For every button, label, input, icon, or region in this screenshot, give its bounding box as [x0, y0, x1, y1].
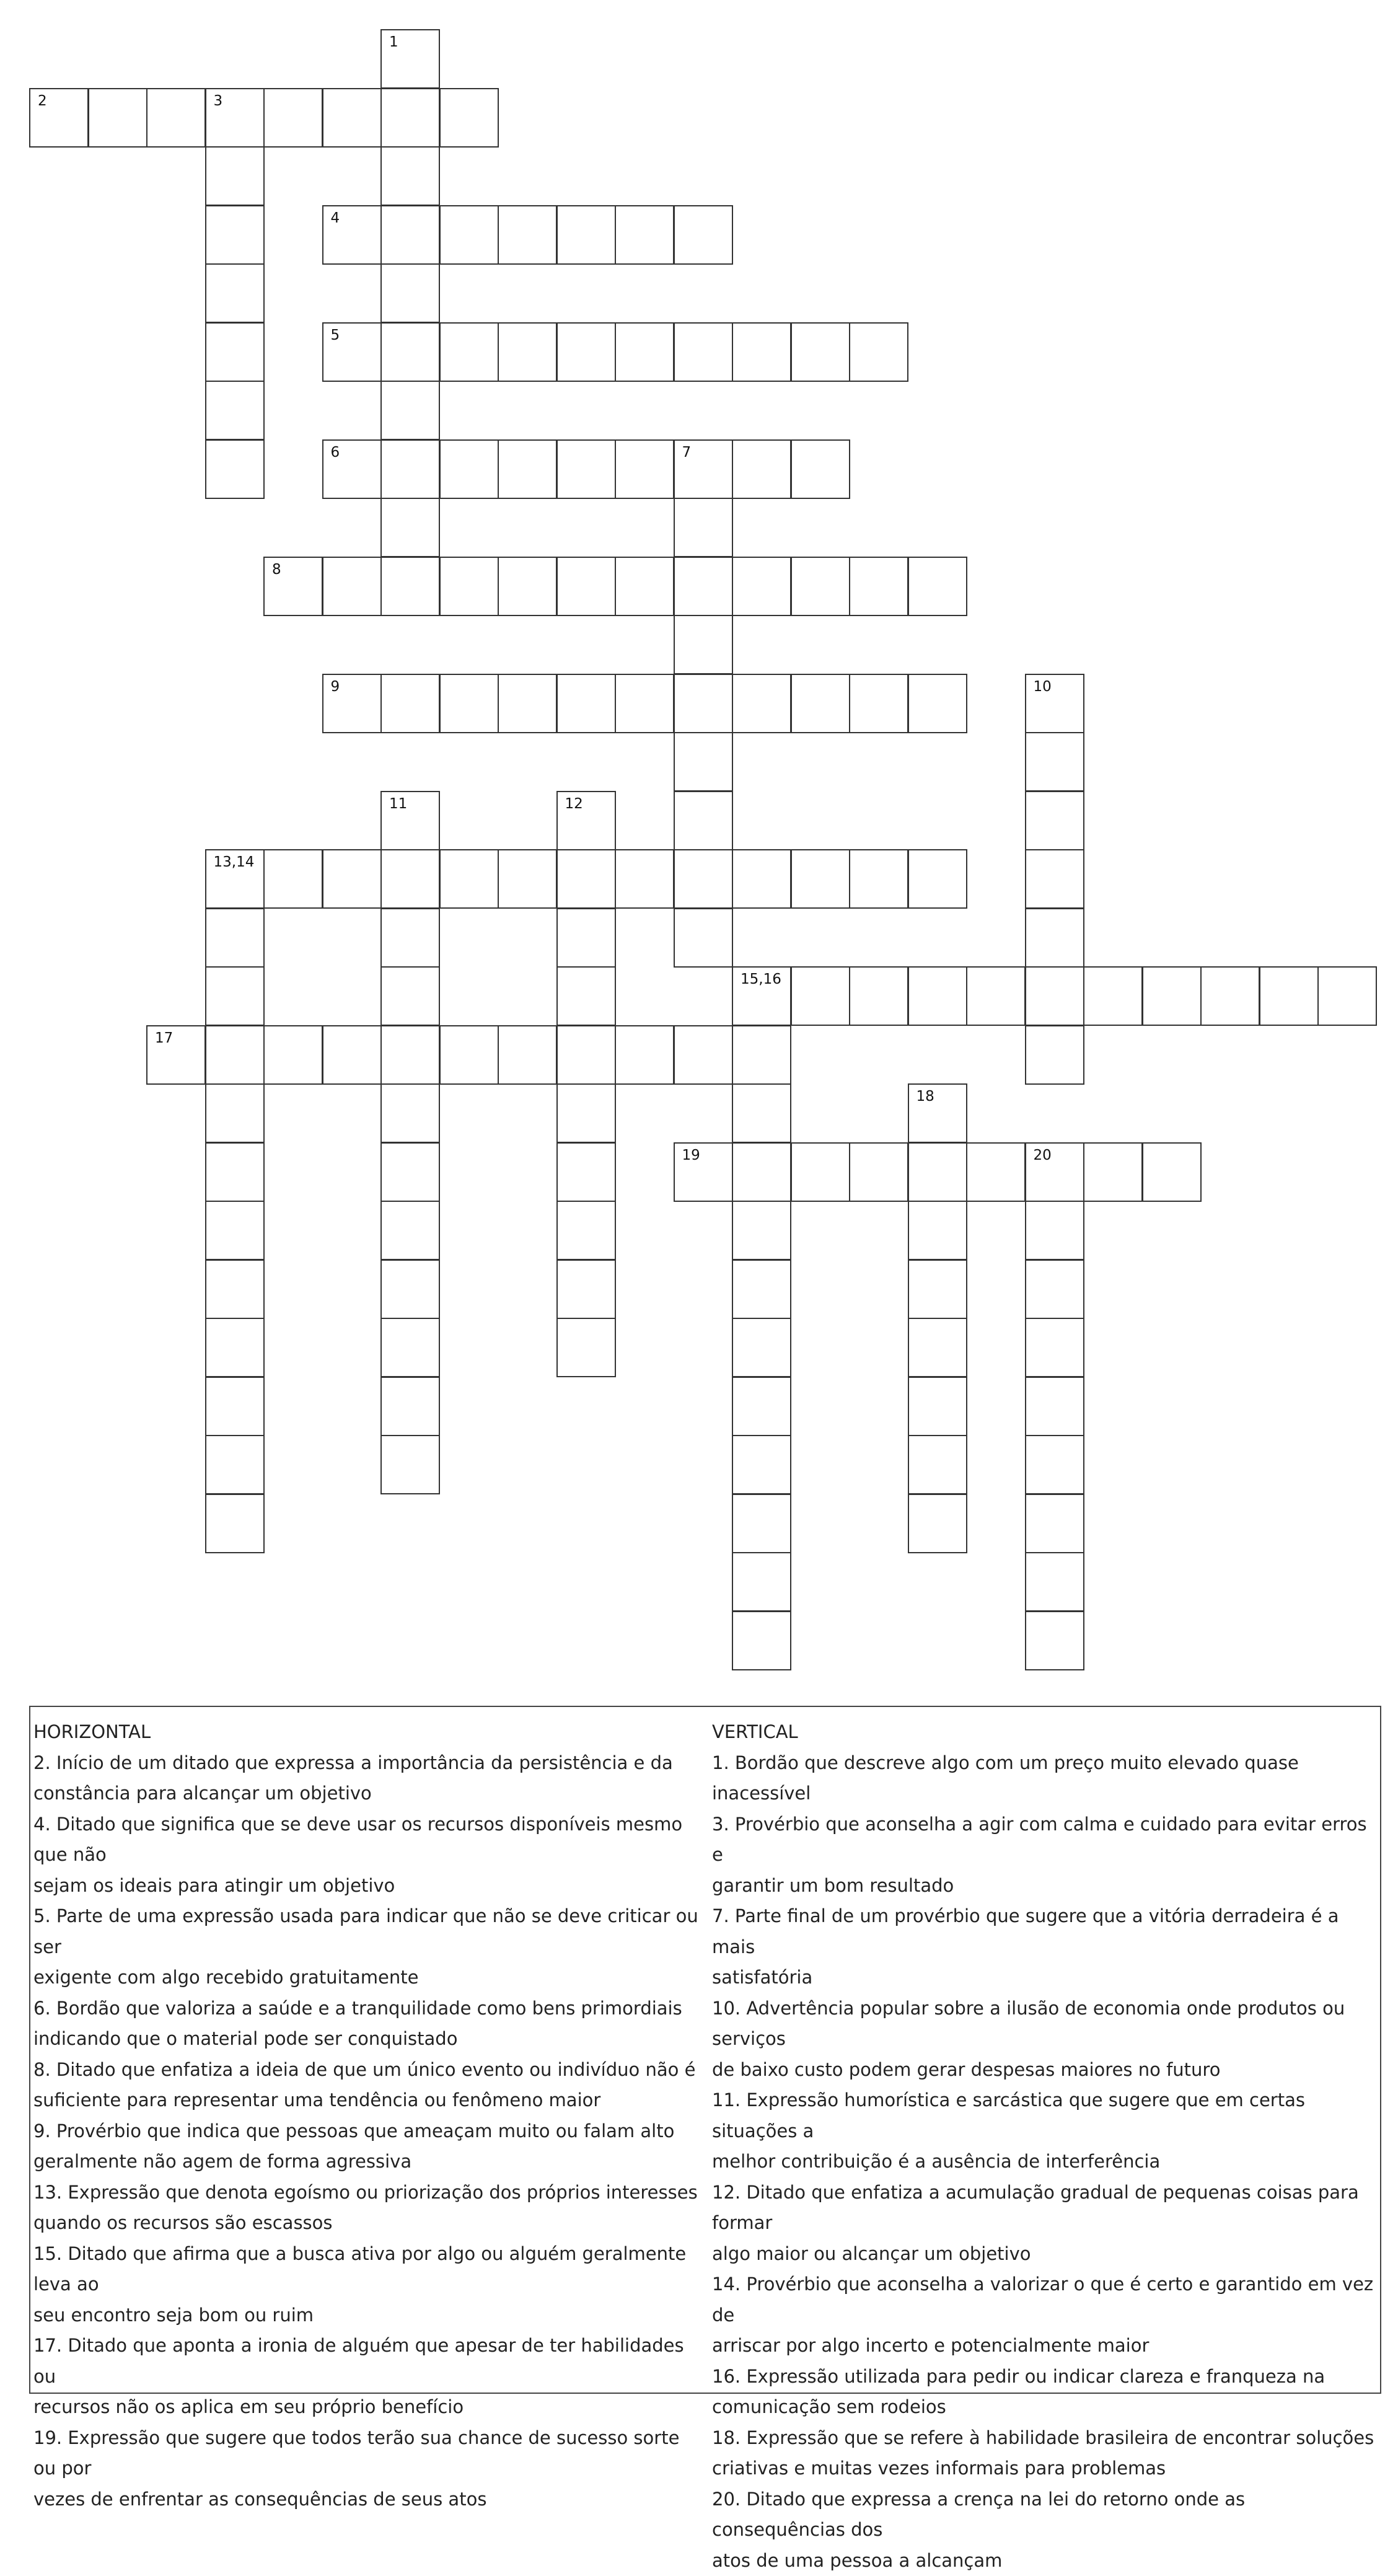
grid-cell[interactable]: [615, 557, 674, 616]
grid-cell[interactable]: [908, 557, 967, 616]
clue-line: 12. Ditado que enfatiza a acumulação gradual de pequenas coisas para formar: [712, 2177, 1381, 2239]
clue-line: 11. Expressão humorística e sarcástica que sugere que em certas situações a: [712, 2085, 1381, 2146]
grid-cell[interactable]: [908, 1435, 967, 1494]
grid-cell[interactable]: [556, 205, 616, 265]
clue-line: 3. Provérbio que aconselha a agir com calma e cuidado para evitar erros e: [712, 1809, 1381, 1871]
grid-cell[interactable]: [439, 322, 499, 382]
grid-cell[interactable]: [615, 439, 674, 499]
grid-cell[interactable]: [380, 205, 440, 265]
grid-cell[interactable]: [439, 205, 499, 265]
clue-line: exigente com algo recebido gratuitamente: [33, 1962, 703, 1993]
grid-cell[interactable]: [205, 966, 265, 1026]
grid-cell[interactable]: [322, 322, 382, 382]
grid-cell[interactable]: [849, 1142, 908, 1202]
grid-cell[interactable]: [263, 88, 323, 148]
grid-cell[interactable]: [732, 439, 791, 499]
clue-line: criativas e muitas vezes informais para problemas: [712, 2453, 1381, 2484]
grid-cell[interactable]: [908, 1377, 967, 1436]
clue-line: 6. Bordão que valoriza a saúde e a tranquilidade como bens primordiais: [33, 1993, 703, 2024]
grid-cell[interactable]: [908, 1318, 967, 1377]
grid-cell[interactable]: [1083, 966, 1143, 1026]
grid-cell[interactable]: [1083, 1142, 1143, 1202]
clue-line: 1. Bordão que descreve algo com um preço muito elevado quase inacessível: [712, 1748, 1381, 1809]
grid-cell[interactable]: [146, 1025, 206, 1085]
clue-line: geralmente não agem de forma agressiva: [33, 2146, 703, 2177]
grid-cell[interactable]: [380, 791, 440, 850]
grid-cell[interactable]: [322, 88, 382, 148]
clue-line: garantir um bom resultado: [712, 1871, 1381, 1902]
grid-cell[interactable]: [674, 557, 733, 616]
grid-cell[interactable]: [498, 849, 557, 909]
grid-cell[interactable]: [29, 88, 89, 148]
clue-line: 10. Advertência popular sobre a ilusão de economia onde produtos ou serviços: [712, 1993, 1381, 2055]
grid-cell[interactable]: [674, 732, 733, 792]
clue-number: 4: [331, 211, 340, 226]
grid-cell[interactable]: [205, 1377, 265, 1436]
grid-cell[interactable]: [205, 908, 265, 968]
grid-cell[interactable]: [205, 1083, 265, 1143]
grid-cell[interactable]: [322, 849, 382, 909]
grid-cell[interactable]: [674, 791, 733, 850]
grid-cell[interactable]: [966, 966, 1026, 1026]
grid-cell[interactable]: [1142, 1142, 1202, 1202]
grid-cell[interactable]: [791, 1142, 850, 1202]
clue-number: 10: [1034, 680, 1052, 694]
grid-cell[interactable]: [380, 263, 440, 323]
grid-cell[interactable]: [1025, 1318, 1084, 1377]
grid-cell[interactable]: [498, 674, 557, 733]
grid-cell[interactable]: [615, 674, 674, 733]
grid-cell[interactable]: [791, 849, 850, 909]
grid-cell[interactable]: [205, 1142, 265, 1202]
grid-cell[interactable]: [380, 1318, 440, 1377]
grid-cell[interactable]: [439, 88, 499, 148]
clue-line: 7. Parte final de um provérbio que sugere que a vitória derradeira é a mais: [712, 1901, 1381, 1962]
clue-line: constância para alcançar um objetivo: [33, 1778, 703, 1809]
clue-line: suficiente para representar uma tendência ou fenômeno maior: [33, 2085, 703, 2116]
grid-cell[interactable]: [556, 1259, 616, 1319]
grid-cell[interactable]: [1142, 966, 1202, 1026]
clue-number: 5: [331, 329, 340, 343]
grid-cell[interactable]: [732, 1377, 791, 1436]
grid-cell[interactable]: [88, 88, 147, 148]
grid-cell[interactable]: [205, 1025, 265, 1085]
grid-cell[interactable]: [615, 205, 674, 265]
grid-cell[interactable]: [439, 849, 499, 909]
grid-cell[interactable]: [732, 1318, 791, 1377]
clue-number: 1: [389, 35, 398, 50]
grid-cell[interactable]: [791, 557, 850, 616]
grid-cell[interactable]: [205, 88, 265, 148]
clue-number: 11: [389, 797, 407, 811]
grid-cell[interactable]: [556, 674, 616, 733]
clue-line: de baixo custo podem gerar despesas maiores no futuro: [712, 2055, 1381, 2086]
clue-number: 13,14: [214, 855, 255, 870]
grid-cell[interactable]: [732, 1142, 791, 1202]
grid-cell[interactable]: [1025, 674, 1084, 733]
vertical-title: VERTICAL: [712, 1717, 1381, 1748]
grid-cell[interactable]: [1025, 1494, 1084, 1553]
grid-cell[interactable]: [908, 1142, 967, 1202]
grid-cell[interactable]: [791, 322, 850, 382]
clue-number: 7: [682, 446, 692, 460]
grid-cell[interactable]: [556, 1083, 616, 1143]
grid-cell[interactable]: [615, 849, 674, 909]
grid-cell[interactable]: [205, 1259, 265, 1319]
grid-cell[interactable]: [439, 439, 499, 499]
grid-cell[interactable]: [1025, 849, 1084, 909]
grid-cell[interactable]: [205, 1435, 265, 1494]
grid-cell[interactable]: [732, 1083, 791, 1143]
clue-number: 8: [272, 563, 281, 577]
clue-number: 6: [331, 446, 340, 460]
clue-line: recursos não os aplica em seu próprio benefício: [33, 2392, 703, 2423]
grid-cell[interactable]: [849, 557, 908, 616]
grid-cell[interactable]: [380, 1259, 440, 1319]
grid-cell[interactable]: [1025, 1025, 1084, 1085]
clue-line: 16. Expressão utilizada para pedir ou indicar clareza e franqueza na: [712, 2362, 1381, 2393]
clue-line: algo maior ou alcançar um objetivo: [712, 2239, 1381, 2270]
grid-cell[interactable]: [322, 205, 382, 265]
clue-line: seu encontro seja bom ou ruim: [33, 2300, 703, 2331]
grid-cell[interactable]: [439, 674, 499, 733]
clue-line: 20. Ditado que expressa a crença na lei do retorno onde as consequências dos: [712, 2484, 1381, 2546]
grid-cell[interactable]: [732, 1611, 791, 1670]
grid-cell[interactable]: [380, 966, 440, 1026]
grid-cell[interactable]: [849, 966, 908, 1026]
grid-cell[interactable]: [380, 146, 440, 206]
grid-cell[interactable]: [556, 908, 616, 968]
grid-cell[interactable]: [1200, 966, 1260, 1026]
grid-cell[interactable]: [674, 1025, 733, 1085]
grid-cell[interactable]: [849, 849, 908, 909]
clue-number: 9: [331, 680, 340, 694]
clue-line: 18. Expressão que se refere à habilidade brasileira de encontrar soluções: [712, 2423, 1381, 2454]
grid-cell[interactable]: [205, 849, 265, 909]
grid-cell[interactable]: [791, 674, 850, 733]
grid-cell[interactable]: [146, 88, 206, 148]
clue-line: melhor contribuição é a ausência de interferência: [712, 2146, 1381, 2177]
grid-cell[interactable]: [908, 1083, 967, 1143]
grid-cell[interactable]: [556, 1201, 616, 1260]
grid-cell[interactable]: [732, 557, 791, 616]
grid-cell[interactable]: [439, 557, 499, 616]
grid-cell[interactable]: [849, 674, 908, 733]
vertical-clues: [712, 1717, 1381, 2576]
clue-number: 15,16: [741, 973, 781, 987]
grid-cell[interactable]: [674, 849, 733, 909]
grid-cell[interactable]: [556, 322, 616, 382]
grid-cell[interactable]: [908, 966, 967, 1026]
grid-cell[interactable]: [498, 439, 557, 499]
grid-cell[interactable]: [380, 1201, 440, 1260]
grid-cell[interactable]: [322, 674, 382, 733]
grid-cell[interactable]: [380, 381, 440, 440]
clues-box: [29, 1706, 1381, 2394]
clue-number: 12: [565, 797, 583, 811]
grid-cell[interactable]: [380, 88, 440, 148]
clue-line: 13. Expressão que denota egoísmo ou priorização dos próprios interesses: [33, 2177, 703, 2208]
grid-cell[interactable]: [732, 1435, 791, 1494]
grid-cell[interactable]: [380, 908, 440, 968]
grid-cell[interactable]: [380, 1025, 440, 1085]
clue-line: 14. Provérbio que aconselha a valorizar o que é certo e garantido em vez de: [712, 2269, 1381, 2331]
grid-cell[interactable]: [205, 146, 265, 206]
clue-line: comunicação sem rodeios: [712, 2392, 1381, 2423]
grid-cell[interactable]: [1025, 1552, 1084, 1612]
grid-cell[interactable]: [732, 1494, 791, 1553]
clue-line: arriscar por algo incerto e potencialmente maior: [712, 2331, 1381, 2362]
grid-cell[interactable]: [556, 1318, 616, 1377]
grid-cell[interactable]: [1025, 1259, 1084, 1319]
grid-cell[interactable]: [732, 674, 791, 733]
grid-cell[interactable]: [322, 439, 382, 499]
grid-cell[interactable]: [1025, 1201, 1084, 1260]
clue-line: 17. Ditado que aponta a ironia de alguém que apesar de ter habilidades ou: [33, 2331, 703, 2392]
grid-cell[interactable]: [732, 966, 791, 1026]
grid-cell[interactable]: [674, 1142, 733, 1202]
grid-cell[interactable]: [205, 322, 265, 382]
grid-cell[interactable]: [322, 557, 382, 616]
grid-cell[interactable]: [1025, 1435, 1084, 1494]
grid-cell[interactable]: [908, 1201, 967, 1260]
clue-number: 17: [155, 1031, 173, 1046]
grid-cell[interactable]: [674, 615, 733, 674]
grid-cell[interactable]: [849, 322, 908, 382]
grid-cell[interactable]: [205, 439, 265, 499]
clue-line: 5. Parte de uma expressão usada para indicar que não se deve criticar ou ser: [33, 1901, 703, 1962]
grid-cell[interactable]: [908, 674, 967, 733]
grid-cell[interactable]: [674, 439, 733, 499]
clue-line: 19. Expressão que sugere que todos terão sua chance de sucesso sorte ou por: [33, 2423, 703, 2484]
grid-cell[interactable]: [498, 1025, 557, 1085]
grid-cell[interactable]: [908, 1494, 967, 1553]
horizontal-title: HORIZONTAL: [33, 1717, 703, 1748]
grid-cell[interactable]: [380, 1377, 440, 1436]
clue-line: indicando que o material pode ser conquistado: [33, 2024, 703, 2055]
grid-cell[interactable]: [205, 1494, 265, 1553]
clue-line: atos de uma pessoa a alcançam: [712, 2546, 1381, 2576]
grid-cell[interactable]: [205, 205, 265, 265]
grid-cell[interactable]: [263, 557, 323, 616]
grid-cell[interactable]: [1025, 966, 1084, 1026]
grid-cell[interactable]: [498, 205, 557, 265]
clue-line: 2. Início de um ditado que expressa a importância da persistência e da: [33, 1748, 703, 1779]
grid-cell[interactable]: [380, 557, 440, 616]
grid-cell[interactable]: [1025, 1142, 1084, 1202]
clue-number: 2: [38, 94, 47, 108]
grid-cell[interactable]: [322, 1025, 382, 1085]
grid-cell[interactable]: [674, 498, 733, 557]
clue-number: 18: [917, 1090, 934, 1104]
grid-cell[interactable]: [380, 1083, 440, 1143]
grid-cell[interactable]: [380, 849, 440, 909]
grid-cell[interactable]: [732, 1025, 791, 1085]
clue-number: 3: [214, 94, 223, 108]
grid-cell[interactable]: [615, 322, 674, 382]
clue-line: vezes de enfrentar as consequências de seus atos: [33, 2484, 703, 2515]
grid-cell[interactable]: [732, 1259, 791, 1319]
grid-cell[interactable]: [791, 439, 850, 499]
clue-line: sejam os ideais para atingir um objetivo: [33, 1871, 703, 1902]
grid-cell[interactable]: [908, 849, 967, 909]
grid-cell[interactable]: [615, 1025, 674, 1085]
grid-cell[interactable]: [556, 1142, 616, 1202]
grid-cell[interactable]: [380, 498, 440, 557]
grid-cell[interactable]: [674, 322, 733, 382]
grid-cell[interactable]: [263, 1025, 323, 1085]
grid-cell[interactable]: [1025, 1377, 1084, 1436]
grid-cell[interactable]: [380, 1142, 440, 1202]
grid-cell[interactable]: [205, 381, 265, 440]
clue-line: quando os recursos são escassos: [33, 2208, 703, 2239]
grid-cell[interactable]: [498, 557, 557, 616]
clue-number: 20: [1034, 1149, 1052, 1163]
grid-cell[interactable]: [908, 1259, 967, 1319]
grid-cell[interactable]: [556, 966, 616, 1026]
grid-cell[interactable]: [380, 439, 440, 499]
clue-number: 19: [682, 1149, 700, 1163]
grid-cell[interactable]: [380, 29, 440, 89]
grid-cell[interactable]: [205, 1318, 265, 1377]
grid-cell[interactable]: [791, 966, 850, 1026]
clue-line: 15. Ditado que afirma que a busca ativa por algo ou alguém geralmente leva ao: [33, 2239, 703, 2300]
grid-cell[interactable]: [732, 1201, 791, 1260]
grid-cell[interactable]: [732, 849, 791, 909]
grid-cell[interactable]: [439, 1025, 499, 1085]
grid-cell[interactable]: [380, 1435, 440, 1494]
grid-cell[interactable]: [1259, 966, 1319, 1026]
grid-cell[interactable]: [556, 1025, 616, 1085]
grid-cell[interactable]: [205, 1201, 265, 1260]
grid-cell[interactable]: [1025, 732, 1084, 792]
grid-cell[interactable]: [732, 1552, 791, 1612]
grid-cell[interactable]: [205, 263, 265, 323]
grid-cell[interactable]: [732, 322, 791, 382]
grid-cell[interactable]: [556, 439, 616, 499]
clue-line: 8. Ditado que enfatiza a ideia de que um único evento ou indivíduo não é: [33, 2055, 703, 2086]
grid-cell[interactable]: [380, 322, 440, 382]
grid-cell[interactable]: [1025, 1611, 1084, 1670]
grid-cell[interactable]: [966, 1142, 1026, 1202]
grid-cell[interactable]: [556, 557, 616, 616]
clue-line: 4. Ditado que significa que se deve usar os recursos disponíveis mesmo que não: [33, 1809, 703, 1871]
horizontal-clues: [33, 1717, 703, 2515]
grid-cell[interactable]: [556, 849, 616, 909]
clue-line: 9. Provérbio que indica que pessoas que ameaçam muito ou falam alto: [33, 2116, 703, 2147]
grid-cell[interactable]: [263, 849, 323, 909]
grid-cell[interactable]: [380, 674, 440, 733]
clue-line: satisfatória: [712, 1962, 1381, 1993]
grid-cell[interactable]: [498, 322, 557, 382]
grid-cell[interactable]: [1317, 966, 1377, 1026]
grid-cell[interactable]: [674, 908, 733, 968]
grid-cell[interactable]: [556, 791, 616, 850]
grid-cell[interactable]: [1025, 908, 1084, 968]
grid-cell[interactable]: [674, 205, 733, 265]
grid-cell[interactable]: [1025, 791, 1084, 850]
grid-cell[interactable]: [674, 674, 733, 733]
